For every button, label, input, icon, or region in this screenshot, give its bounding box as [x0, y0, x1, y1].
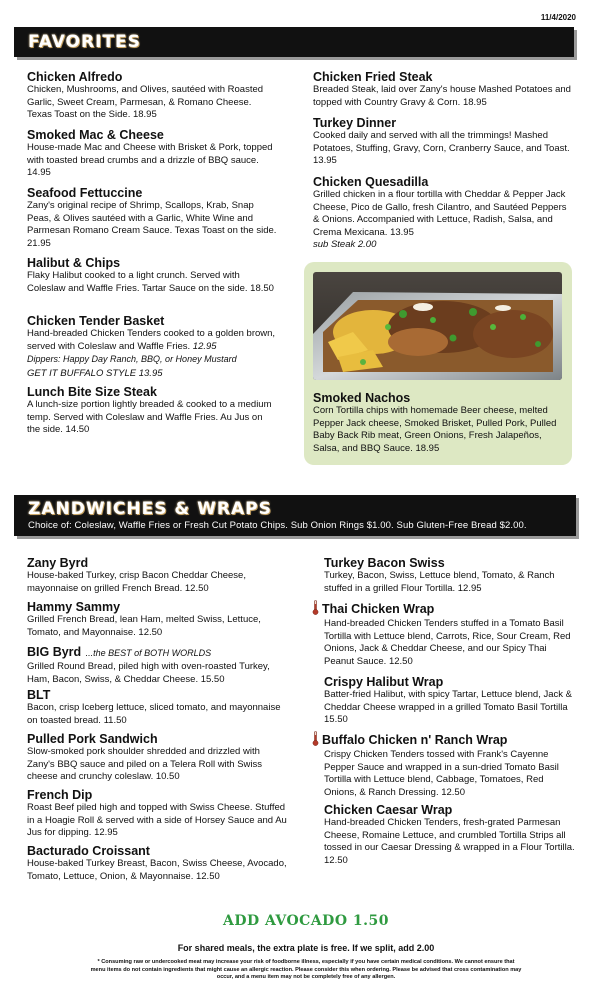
item-name: Seafood Fettuccine	[27, 186, 143, 200]
item-name: Chicken Caesar Wrap	[324, 803, 453, 817]
menu-item	[313, 116, 573, 168]
item-desc-text: Hand-breaded Chicken Tenders cooked to a golden brown, served with Coleslaw and Waffle Fries.	[27, 328, 276, 352]
menu-item	[324, 803, 576, 867]
item-tag: ...the BEST of BOTH WORLDS	[85, 648, 212, 658]
item-desc: Turkey, Bacon, Swiss, Lettuce blend, Tomato, & Ranch stuffed in a grilled Flour Tortilla. 12.95	[324, 570, 555, 594]
item-name: Zany Byrd	[27, 556, 89, 570]
spicy-thermometer-icon	[312, 600, 319, 615]
menu-item	[312, 731, 578, 799]
item-name: Smoked Nachos	[313, 391, 411, 405]
item-desc: Chicken, Mushrooms, and Olives, sautéed with Roasted Garlic, Sweet Cream, Parmesan, & Romano Cheese. Texas Toast on the Side. 18.95	[27, 84, 264, 120]
item-name: Turkey Bacon Swiss	[324, 556, 445, 570]
item-name: Crispy Halibut Wrap	[324, 675, 444, 689]
item-name: Chicken Fried Steak	[313, 70, 433, 84]
item-price: 12.95	[192, 340, 217, 352]
item-desc: Roast Beef piled high and topped with Swiss Cheese. Stuffed in a Hoagie Roll & served with a side of Horsey Sauce and Au Jus for dipping. 12.95	[27, 802, 287, 838]
menu-date: 11/4/2020	[540, 13, 576, 22]
item-name: Pulled Pork Sandwich	[27, 732, 158, 746]
menu-item	[312, 600, 578, 668]
item-desc: Zany's original recipe of Shrimp, Scallops, Krab, Snap Peas, & Olives sautéed with a Garlic, White Wine and Parmesan Romano Cream Sauce. Texas Toast on the side. 21.95	[27, 200, 277, 249]
menu-item	[313, 175, 573, 252]
zandwiches-banner	[14, 495, 576, 536]
menu-item	[27, 788, 287, 840]
menu-item	[313, 391, 568, 455]
item-desc: Hand-breaded Chicken Tenders stuffed in a Tomato Basil Tortilla with Lettuce blend, Carrots, Rice, Sour Cream, Red Onions, Jack & Cheddar Cheese, and our Spicy Thai Peanut Sauce. 12.50	[324, 618, 571, 667]
item-name: Chicken Tender Basket	[27, 314, 165, 328]
item-name: Smoked Mac & Cheese	[27, 128, 164, 142]
menu-item	[324, 675, 576, 727]
item-desc: Grilled Round Bread, piled high with oven-roasted Turkey, Ham, Bacon, Swiss, & Cheddar Cheese. 15.50	[27, 661, 270, 685]
menu-item	[313, 70, 573, 109]
item-desc: Grilled chicken in a flour tortilla with Cheddar & Pepper Jack Cheese, Pico de Gallo, fresh Cilantro, and Sautéed Peppers & Onions. Accompanied with Lettuce, Radish, Salsa, and Crema Mexicana. 13.95	[313, 189, 567, 238]
item-desc: Corn Tortilla chips with homemade Beer cheese, melted Pepper Jack cheese, Smoked Brisket, Pulled Pork, Pulled Baby Back Rib meat, Green Onions, Fresh Jalapeños, Salsa, and BBQ Sauce. 18.95	[313, 405, 557, 454]
item-desc: House-baked Turkey, crisp Bacon Cheddar Cheese, mayonnaise on grilled French Bread. 12.50	[27, 570, 246, 594]
item-note: sub Steak 2.00	[313, 239, 377, 250]
item-desc: Cooked daily and served with all the trimmings! Mashed Potatoes, Stuffing, Gravy, Corn, Cranberry Sauce, and Toast. 13.95	[313, 130, 570, 166]
item-header	[27, 643, 287, 661]
menu-item	[27, 600, 287, 639]
item-desc	[27, 328, 277, 353]
favorites-banner	[14, 27, 574, 57]
item-name: Thai Chicken Wrap	[322, 602, 435, 616]
zandwiches-subtitle: Choice of: Coleslaw, Waffle Fries or Fresh Cut Potato Chips. Sub Onion Rings $1.00. Sub Gluten-Free Bread $2.00.	[28, 520, 527, 531]
item-header	[312, 600, 578, 618]
item-desc: Bacon, crisp Iceberg lettuce, sliced tomato, and mayonnaise on toasted bread. 11.50	[27, 702, 281, 726]
item-desc: Hand-breaded Chicken Tenders, fresh-grated Parmesan Cheese, Romaine Lettuce, and crumbled Tortilla Strips all tossed in our Caesar Dressing & wrapped in a Flour Tortilla. 12.50	[324, 817, 575, 866]
allergy-disclaimer: * Consuming raw or undercooked meat may increase your risk of foodborne illness, especially if you have certain medical conditions. We cannot ensure that menu items do not contain ingredients that might cause an allergic reaction. Please consider this when ordering. Please be advised that cross contamination may occur, and a menu item may not be completely free of any allergen.	[90, 959, 522, 980]
menu-item	[27, 556, 287, 595]
menu-item	[27, 70, 277, 122]
item-name: Turkey Dinner	[313, 116, 397, 130]
item-name: Bacturado Croissant	[27, 844, 150, 858]
item-name: Lunch Bite Size Steak	[27, 385, 157, 399]
item-desc: Slow-smoked pork shoulder shredded and drizzled with Zany's BBQ sauce and piled on a Telera Roll with Swiss cheese and crunchy coleslaw. 10.50	[27, 746, 263, 782]
nachos-photo-graphic	[313, 272, 562, 380]
item-name: BIG Byrd	[27, 645, 82, 659]
menu-item	[324, 556, 576, 595]
item-desc: Flaky Halibut cooked to a light crunch. Served with Coleslaw and Waffle Fries. Tartar Sauce on the side. 18.50	[27, 270, 274, 294]
menu-item	[27, 643, 287, 686]
item-name: Buffalo Chicken n' Ranch Wrap	[322, 733, 508, 747]
zandwiches-title: ZANDWICHES & WRAPS	[28, 499, 272, 519]
item-desc: Batter-fried Halibut, with spicy Tartar, Lettuce blend, Jack & Cheddar Cheese wrapped in a grilled Tomato Basil Tortilla 15.50	[324, 689, 572, 725]
item-name: Chicken Alfredo	[27, 70, 123, 84]
menu-item	[27, 128, 277, 180]
item-name: Hammy Sammy	[27, 600, 121, 614]
item-desc: House-made Mac and Cheese with Brisket & Pork, topped with toasted bread crumbs and a drizzle of BBQ sauce. 14.95	[27, 142, 273, 178]
item-name: Halibut & Chips	[27, 256, 121, 270]
menu-item	[27, 732, 287, 784]
item-desc: Breaded Steak, laid over Zany's house Mashed Potatoes and topped with Country Gravy & Corn. 18.95	[313, 84, 571, 108]
item-desc: Crispy Chicken Tenders tossed with Frank's Cayenne Pepper Sauce and wrapped in a sun-dried Tomato Basil Tortilla with Lettuce blend, Cabbage, Tomatoes, Red Onions, & Ranch Dressing. 12.50	[324, 749, 559, 798]
item-note: Dippers: Happy Day Ranch, BBQ, or Honey Mustard	[27, 354, 237, 364]
item-name: Chicken Quesadilla	[313, 175, 429, 189]
nachos-photo	[313, 272, 562, 380]
item-desc: House-baked Turkey Breast, Bacon, Swiss Cheese, Avocado, Tomato, Lettuce, Onion, & Mayonnaise. 12.50	[27, 858, 287, 882]
item-name: French Dip	[27, 788, 93, 802]
item-name: BLT	[27, 688, 51, 702]
menu-item	[27, 385, 277, 437]
menu-item	[27, 186, 277, 250]
shared-meals-note: For shared meals, the extra plate is free. If we split, add 2.00	[177, 943, 435, 953]
menu-item	[27, 844, 287, 883]
spicy-thermometer-icon	[312, 731, 319, 746]
add-avocado-note: ADD AVOCADO 1.50	[223, 913, 389, 929]
item-desc: A lunch-size portion lightly breaded & cooked to a medium temp. Served with Coleslaw and Waffle Fries. Au Jus on the side. 14.50	[27, 399, 272, 435]
menu-item	[27, 256, 277, 295]
item-extra: GET IT BUFFALO STYLE 13.95	[27, 367, 163, 379]
menu-item	[27, 688, 287, 727]
menu-item	[27, 314, 277, 380]
item-desc: Grilled French Bread, lean Ham, melted Swiss, Lettuce, Tomato, and Mayonnaise. 12.50	[27, 614, 261, 638]
favorites-title: FAVORITES	[28, 32, 141, 52]
item-header	[312, 731, 578, 749]
